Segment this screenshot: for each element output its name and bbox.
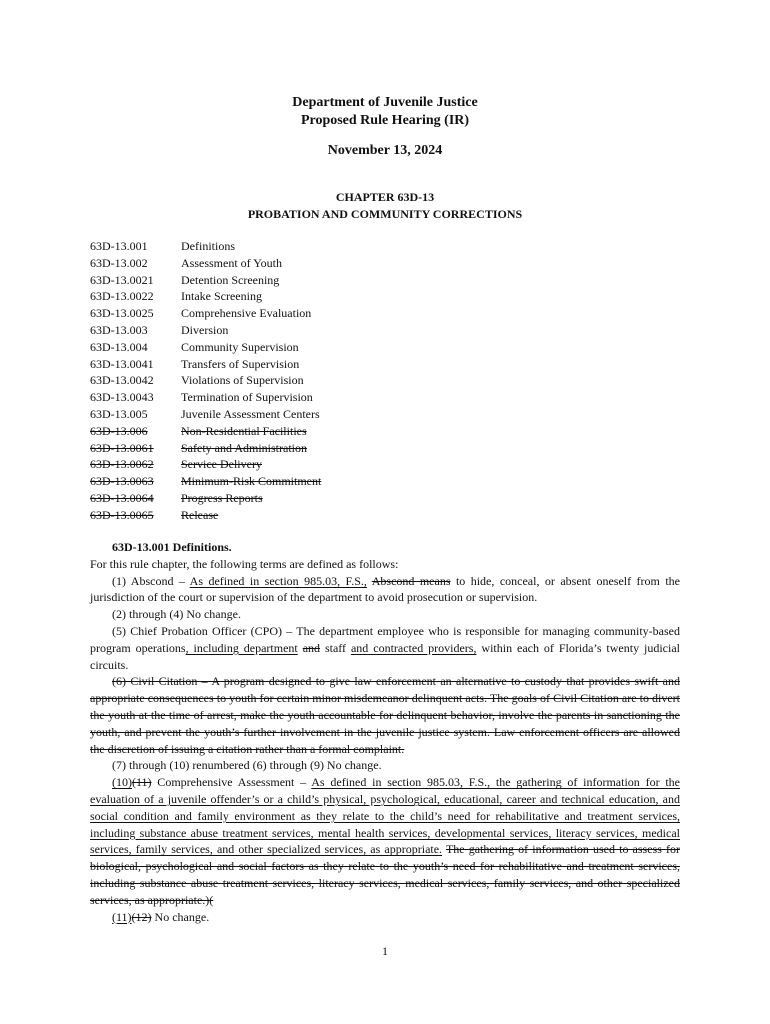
table-of-contents	[90, 238, 321, 524]
toc-rule-number: 63D-13.0025	[90, 306, 154, 321]
toc-rule-title: Assessment of Youth	[181, 255, 283, 270]
toc-rule-title: Juvenile Assessment Centers	[181, 406, 320, 421]
deleted-text: and	[302, 640, 321, 655]
toc-rule-title: Progress Reports	[181, 490, 263, 505]
toc-row	[90, 339, 321, 356]
toc-rule-number: 63D-13.0043	[90, 390, 154, 405]
text-run: Comprehensive Assessment –	[151, 775, 312, 790]
toc-rule-title: Diversion	[181, 322, 229, 337]
text-run: staff	[320, 640, 351, 655]
inserted-text: , including department	[185, 640, 298, 655]
no-change-paragraph	[90, 909, 680, 926]
definition-abscond	[90, 573, 680, 607]
toc-rule-number: 63D-13.0061	[90, 440, 154, 455]
deleted-number: (12)	[131, 909, 152, 924]
toc-rule-number: 63D-13.002	[90, 255, 148, 270]
toc-rule-number: 63D-13.0022	[90, 289, 154, 304]
toc-row	[90, 238, 321, 255]
toc-rule-title: Definitions	[181, 239, 235, 253]
hearing-title: Proposed Rule Hearing (IR)	[300, 113, 470, 128]
toc-row	[90, 372, 321, 389]
toc-rule-title: Safety and Administration	[181, 440, 307, 455]
toc-row-deleted	[90, 423, 321, 440]
toc-row	[90, 406, 321, 423]
toc-rule-title: Non-Residential Facilities	[181, 423, 307, 438]
text-run: (1) Abscond –	[112, 573, 190, 588]
definition-comprehensive-assessment	[90, 774, 680, 908]
deleted-text: The gathering of information used to assess for biological, psychological and social factors as they relate to the youth’s need for rehabilitative and treatment services, including substance abuse treatment services, literacy services, medical services, family services, and other specialized services, as appropriate.)(	[90, 842, 680, 907]
toc-rule-title: Detention Screening	[181, 272, 280, 287]
deleted-number: (11)	[132, 775, 152, 790]
toc-rule-title: Intake Screening	[181, 289, 262, 304]
toc-row	[90, 356, 321, 373]
no-change-paragraph: (2) through (4) No change.	[112, 607, 241, 622]
department-title: Department of Juvenile Justice	[292, 95, 478, 110]
text-run: No change.	[151, 909, 210, 924]
toc-rule-title: Release	[181, 507, 219, 522]
toc-rule-title: Community Supervision	[181, 339, 299, 354]
toc-rule-number: 63D-13.0063	[90, 474, 154, 489]
toc-rule-number: 63D-13.001	[90, 239, 148, 253]
toc-row-deleted	[90, 490, 321, 507]
toc-rule-number: 63D-13.004	[90, 339, 148, 354]
definition-civil-citation-deleted: (6) Civil Citation – A program designed to give law enforcement an alternative to custody that provides swift and appropriate consequences to youth for certain minor misdemeanor delinquent acts. The goals of Civil Citation are to divert the youth at the time of arrest, make the youth accountable for delinquent behavior, involve the parents in sanctioning the youth, and prevent the youth’s further involvement in the juvenile justice system. Law enforcement officers are allowed the discretion of issuing a citation rather than a formal complaint.	[90, 674, 680, 756]
inserted-number: (10)	[112, 775, 132, 790]
chapter-number: CHAPTER 63D-13	[335, 190, 435, 204]
toc-rule-number: 63D-13.0062	[90, 457, 154, 472]
section-heading: 63D-13.001 Definitions.	[112, 540, 232, 554]
toc-rule-title: Termination of Supervision	[181, 390, 313, 405]
deleted-text: Abscond means	[371, 573, 451, 588]
text-run: within each of Florida’s twenty judicial circuits.	[90, 640, 681, 672]
text-run: to hide, conceal, or absent oneself from the jurisdiction of the court or supervision of the department to avoid prosecution or supervision.	[90, 573, 680, 605]
toc-rule-number: 63D-13.006	[90, 423, 148, 438]
text-run: (5) Chief Probation Officer (CPO) – The department employee who is responsible for managing community-based program operations	[90, 623, 680, 655]
toc-rule-title: Violations of Supervision	[181, 373, 304, 388]
toc-row-deleted	[90, 473, 321, 490]
page-number: 1	[382, 944, 388, 958]
toc-rule-title: Minimum-Risk Commitment	[181, 474, 322, 489]
toc-rule-number: 63D-13.0042	[90, 373, 154, 388]
toc-row-deleted	[90, 507, 321, 524]
chapter-title: PROBATION AND COMMUNITY CORRECTIONS	[247, 207, 523, 221]
toc-rule-number: 63D-13.0064	[90, 490, 154, 505]
toc-rule-number: 63D-13.0065	[90, 507, 154, 522]
toc-rule-title: Service Delivery	[181, 457, 262, 472]
toc-row-deleted	[90, 440, 321, 457]
toc-row	[90, 322, 321, 339]
toc-rule-number: 63D-13.005	[90, 406, 148, 421]
toc-rule-title: Comprehensive Evaluation	[181, 306, 312, 321]
toc-rule-number: 63D-13.0021	[90, 272, 154, 287]
inserted-number: (11)	[112, 909, 132, 924]
toc-row	[90, 272, 321, 289]
renumbered-paragraph: (7) through (10) renumbered (6) through (9) No change.	[112, 758, 382, 773]
section-intro: For this rule chapter, the following terms are defined as follows:	[90, 556, 399, 571]
definition-cpo	[90, 623, 680, 673]
toc-rule-number: 63D-13.0041	[90, 356, 154, 371]
toc-row-deleted	[90, 456, 321, 473]
toc-row	[90, 305, 321, 322]
inserted-text: As defined in section 985.03, F.S.,	[189, 573, 367, 588]
inserted-text: and contracted providers,	[350, 640, 477, 655]
toc-rule-number: 63D-13.003	[90, 322, 148, 337]
toc-row	[90, 389, 321, 406]
hearing-date: November 13, 2024	[327, 143, 443, 158]
toc-rule-title: Transfers of Supervision	[181, 356, 300, 371]
toc-row	[90, 255, 321, 272]
inserted-text: As defined in section 985.03, F.S., the gathering of information for the evaluation of a juvenile offender’s or a child’s physical, psychological, educational, career and technical education, and social condition and family environment as they relate to the child’s need for rehabilitative and treatment services, including substance abuse treatment services, mental health services, developmental services, literacy services, medical services, family services, and other specialized services, as appropriate.	[90, 775, 680, 857]
toc-row	[90, 288, 321, 305]
rule-text	[90, 539, 680, 925]
